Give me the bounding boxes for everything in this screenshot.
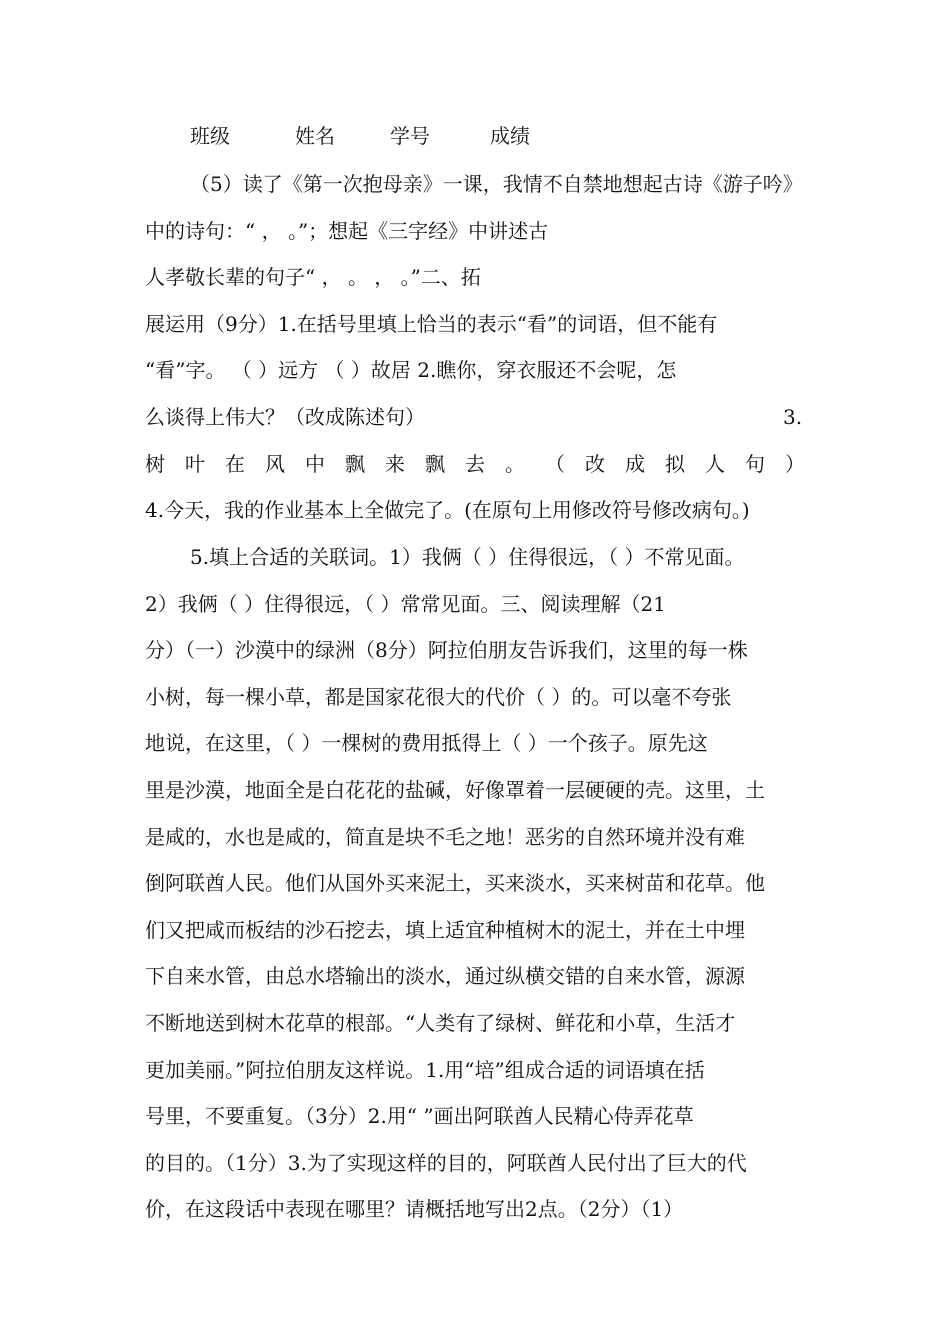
text-line: 中的诗句：“ ， 。”；想起《三字经》中讲述古 [145,219,549,243]
text-line: 2）我俩（ ）住得很远，（ ）常常见面。三、阅读理解（21 [145,592,666,616]
text-line: 5.填上合适的关联词。1）我俩（ ）住得很远，（ ）不常见面。 [190,545,745,569]
text-line: 下自来水管，由总水塔输出的淡水，通过纵横交错的自来水管，源源 [145,964,745,988]
text-line: 不断地送到树木花草的根部。“人类有了绿树、鲜花和小草，生活才 [145,1011,736,1035]
text-line: 人孝敬长辈的句子“ ， 。 ， 。”二、拓 [145,265,481,289]
text-line: 展运用（9分）1.在括号里填上恰当的表示“看”的词语，但不能有 [145,312,718,336]
text-line: 小树，每一棵小草，都是国家花很大的代价（ ）的。可以毫不夸张 [145,685,732,709]
text-line: 更加美丽。”阿拉伯朋友这样说。1.用“培”组成合适的词语填在括 [145,1058,705,1082]
text-line: 么谈得上伟大？（改成陈述句） [145,405,425,429]
text-line: “看”字。 （ ）远方 （ ）故居 2.瞧你，穿衣服还不会呢，怎 [145,358,677,382]
text-line: 的目的。（1分）3.为了实现这样的目的，阿联酋人民付出了巨大的代 [145,1151,747,1175]
text-line: 倒阿联酋人民。他们从国外买来泥土，买来淡水，买来树苗和花草。他 [145,871,765,895]
text-line: 号里，不要重复。（3分）2.用“ ”画出阿联酋人民精心侍弄花草 [145,1104,694,1128]
text-line: 4.今天，我的作业基本上全做完了。(在原句上用修改符号修改病句。) [145,498,750,522]
text-line: 地说，在这里，（ ）一棵树的费用抵得上（ ）一个孩子。原先这 [145,731,708,755]
name-label: 姓名 [295,124,335,148]
text-line: 3. [783,405,803,429]
student-id-label: 学号 [390,124,430,148]
text-line: 们又把咸而板结的沙石挖去，填上适宜种植树木的泥土，并在土中埋 [145,918,745,942]
class-label: 班级 [190,124,230,148]
text-line: 价，在这段话中表现在哪里？请概括地写出2点。（2分）（1） [145,1197,684,1221]
text-line: 分）（一）沙漠中的绿洲（8分）阿拉伯朋友告诉我们，这里的每一株 [145,638,748,662]
text-line: （5）读了《第一次抱母亲》一课，我情不自禁地想起古诗《游子吟》 [190,172,803,196]
text-line: 树 叶 在 风 中 飘 来 飘 去 。 （ 改 成 拟 人 句 ） [145,452,805,476]
text-line: 是咸的，水也是咸的，简直是块不毛之地！恶劣的自然环境并没有难 [145,825,745,849]
score-label: 成绩 [490,124,530,148]
text-line: 里是沙漠，地面全是白花花的盐碱，好像罩着一层硬硬的壳。这里，土 [145,778,765,802]
